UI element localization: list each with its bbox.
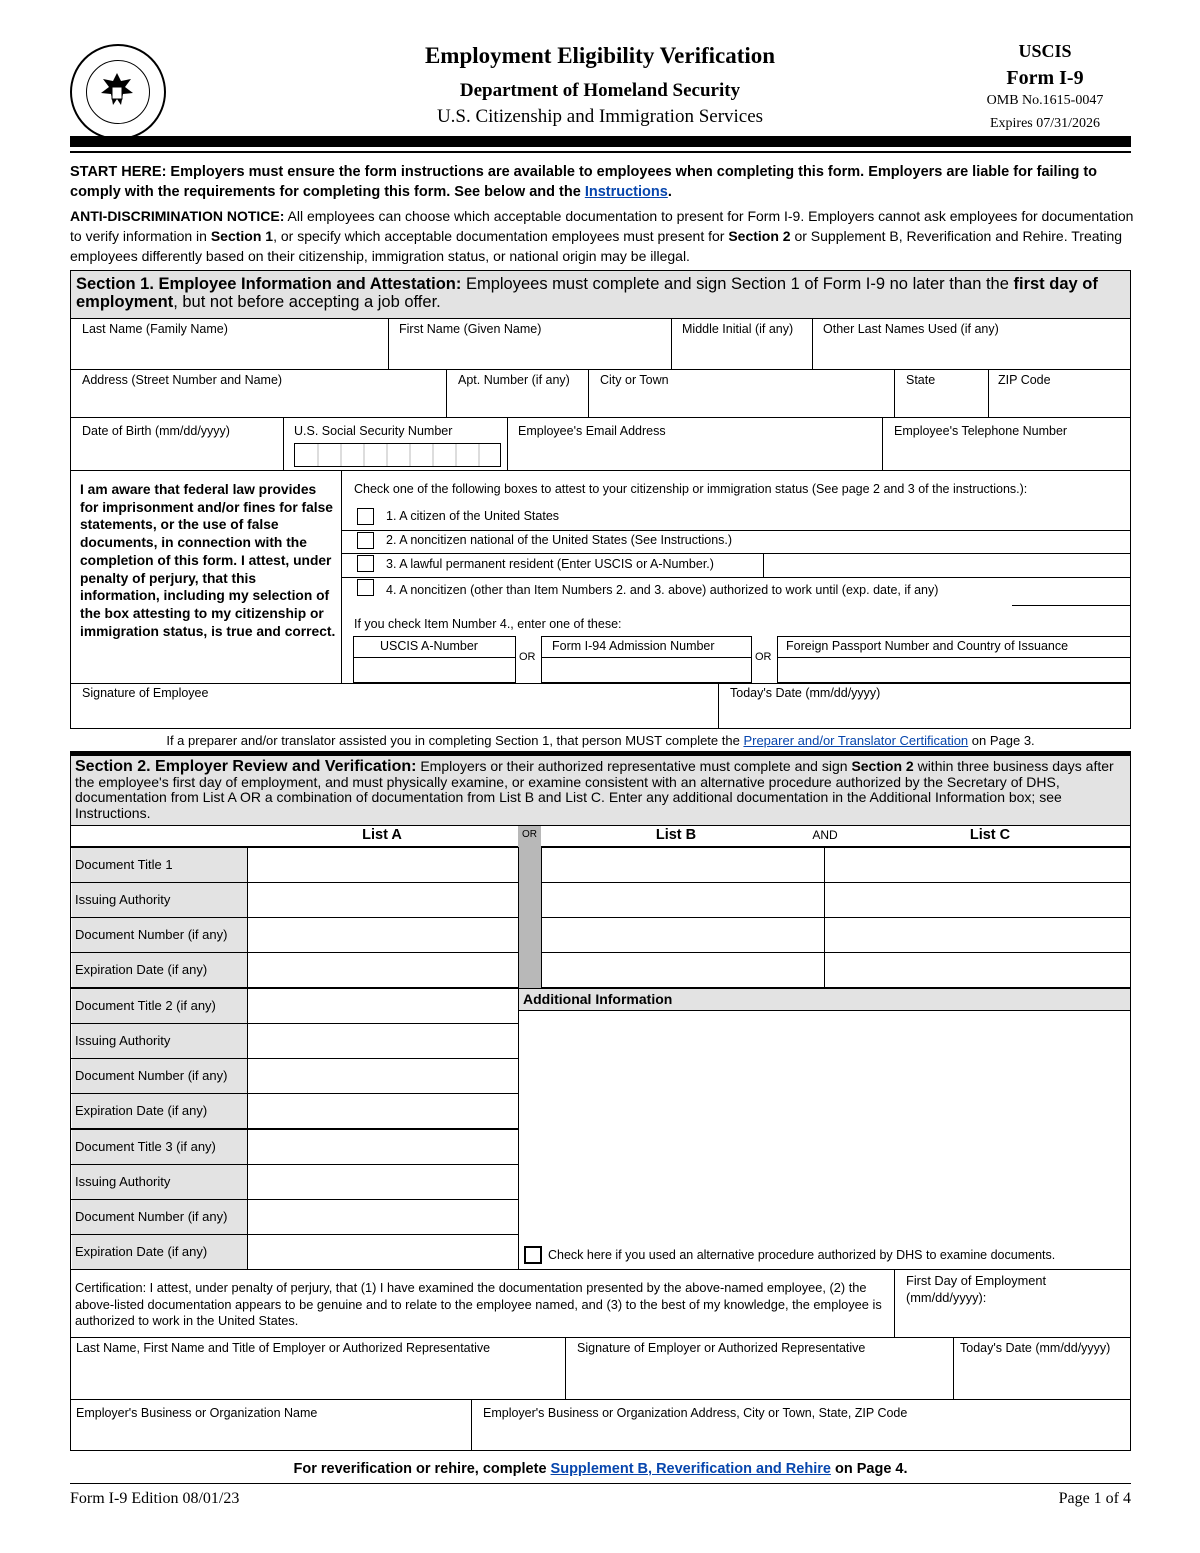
employee-signature-field[interactable]: Signature of Employee: [82, 686, 209, 700]
attestation-warning: I am aware that federal law provides for imprisonment and/or fines for false statements, or the use of false documents, in connection with the completion of this form. I attest, under penalty of perjury, that this information, including my selection of the box attesting to my citizenship or immigration status, is true and correct.: [80, 482, 336, 639]
list-c-heading: List C: [969, 827, 1011, 843]
list-a-heading: List A: [362, 827, 402, 843]
list-a-doc-title-3-label: Document Title 3 (if any): [72, 1130, 247, 1164]
employee-date-field[interactable]: Today's Date (mm/dd/yyyy): [730, 686, 881, 700]
noncitizen-national-checkbox[interactable]: [357, 532, 374, 549]
list-a-doc3-inputs[interactable]: [248, 1130, 518, 1269]
header-rule-thin: [70, 151, 1131, 153]
passport-number-label: Foreign Passport Number and Country of Issuance: [786, 639, 1069, 653]
list-a-issuing-authority-2-label: Issuing Authority: [72, 1024, 247, 1058]
list-a-exp-date-1-label: Expiration Date (if any): [72, 953, 247, 987]
list-b-inputs[interactable]: [542, 848, 824, 987]
edition-label: Form I-9 Edition 08/01/23: [70, 1490, 240, 1507]
zip-field[interactable]: ZIP Code: [998, 373, 1051, 387]
list-a-doc-title-2-label: Document Title 2 (if any): [72, 989, 247, 1023]
list-a-doc-number-1-label: Document Number (if any): [72, 918, 247, 952]
reverification-notice: For reverification or rehire, complete Supplement B, Reverification and Rehire on Page 4.: [293, 1461, 908, 1477]
list-a-issuing-authority-1-label: Issuing Authority: [72, 883, 247, 917]
uscis-label: USCIS: [1018, 41, 1072, 61]
employer-signature-field[interactable]: Signature of Employer or Authorized Representative: [577, 1341, 866, 1355]
additional-info-heading: Additional Information: [523, 991, 673, 1007]
dhs-seal: [70, 44, 166, 140]
noncitizen-national-label: 2. A noncitizen national of the United States (See Instructions.): [386, 533, 733, 547]
supplement-b-link[interactable]: Supplement B, Reverification and Rehire: [550, 1461, 831, 1477]
email-field[interactable]: Employee's Email Address: [518, 424, 666, 438]
item4-prompt: If you check Item Number 4., enter one of these:: [354, 617, 622, 631]
authorized-noncitizen-checkbox[interactable]: [357, 579, 374, 596]
agency-name: U.S. Citizenship and Immigration Services: [436, 106, 764, 127]
employer-name-field[interactable]: Last Name, First Name and Title of Employer or Authorized Representative: [76, 1341, 491, 1355]
i94-number-label: Form I-94 Admission Number: [552, 639, 715, 653]
preparer-certification-link[interactable]: Preparer and/or Translator Certification: [743, 733, 969, 748]
list-a-doc2-inputs[interactable]: [248, 989, 518, 1128]
citizen-label: 1. A citizen of the United States: [386, 509, 560, 523]
or-label-1: OR: [519, 651, 536, 663]
permanent-resident-label: 3. A lawful permanent resident (Enter USCIS or A-Number.): [386, 557, 714, 571]
employee-signature-row: [70, 683, 1131, 729]
last-name-field[interactable]: Last Name (Family Name): [82, 322, 228, 336]
ssn-field[interactable]: [294, 443, 501, 467]
permanent-resident-checkbox[interactable]: [357, 555, 374, 572]
alt-procedure-checkbox[interactable]: [524, 1246, 542, 1264]
alt-procedure-label: Check here if you used an alternative procedure authorized by DHS to examine documents.: [548, 1248, 1056, 1262]
citizen-checkbox[interactable]: [357, 508, 374, 525]
phone-field[interactable]: Employee's Telephone Number: [894, 424, 1068, 438]
list-a-doc-number-3-label: Document Number (if any): [72, 1200, 247, 1234]
list-a-doc-number-2-label: Document Number (if any): [72, 1059, 247, 1093]
exp-date-input[interactable]: [1012, 605, 1131, 606]
preparer-notice: If a preparer and/or translator assisted you in completing Section 1, that person MUST complete the Preparer and/or Translator Certification on Page 3.: [166, 733, 1035, 748]
instructions-link[interactable]: Instructions: [584, 184, 668, 200]
or-label-2: OR: [755, 651, 772, 663]
dob-field[interactable]: Date of Birth (mm/dd/yyyy): [82, 424, 230, 438]
business-name-field[interactable]: Employer's Business or Organization Name: [76, 1406, 318, 1420]
list-a-issuing-authority-3-label: Issuing Authority: [72, 1165, 247, 1199]
page-number: Page 1 of 4: [1058, 1490, 1131, 1507]
list-b-heading: List B: [655, 827, 697, 843]
ssn-label: U.S. Social Security Number: [294, 424, 453, 438]
additional-info-box[interactable]: [518, 988, 1131, 1270]
employer-date-field[interactable]: Today's Date (mm/dd/yyyy): [960, 1341, 1111, 1355]
a-number-input[interactable]: [764, 554, 1130, 576]
apt-number-field[interactable]: Apt. Number (if any): [458, 373, 570, 387]
check-prompt: Check one of the following boxes to attest to your citizenship or immigration status (See page 2 and 3 of the instructions.):: [354, 482, 1028, 496]
uscis-a-number-label: USCIS A-Number: [380, 639, 478, 653]
first-name-field[interactable]: First Name (Given Name): [399, 322, 542, 336]
eagle-icon: [86, 60, 150, 124]
header-rule: [70, 136, 1131, 147]
section2-header: Section 2. Employer Review and Verification: Employers or their authorized representative must complete and sign Section 2 within three business days after the employee's first day of employment, and must physically examine, or examine consistent with an alternative procedure authorized by the Secretary of DHS, documentation from List A OR a combination of documentation from List B and List C. Enter any additional documentation in the Additional Information box; see Instructions.: [70, 755, 1131, 826]
middle-initial-field[interactable]: Middle Initial (if any): [682, 322, 794, 336]
first-day-field[interactable]: First Day of Employment (mm/dd/yyyy):: [906, 1273, 1047, 1305]
certification-text: Certification: I attest, under penalty of perjury, that (1) I have examined the documentation presented by the above-named employee, (2) the above-listed documentation appears to be genuine and to relate to the employee named, and (3) to the best of my knowledge, the employee is authorized to work in the United States.: [75, 1280, 882, 1328]
and-heading: AND: [812, 828, 838, 842]
anti-discrimination-notice: ANTI-DISCRIMINATION NOTICE: All employees can choose which acceptable documentation to present for Form I-9. Employers cannot ask employees for documentation to verify information in Section 1, or specify which acceptable documentation employees must present for Section 2 or Supplement B, Reverification and Rehire. Treating employees differently based on their citizenship, immigration status, or national origin may be illegal.: [70, 208, 1134, 264]
expiration-date: Expires 07/31/2026: [989, 116, 1101, 131]
ssn-digit-boxes: [295, 444, 500, 466]
or-heading: OR: [522, 829, 537, 840]
list-a-doc1-inputs[interactable]: [248, 848, 518, 987]
section1-header: Section 1. Employee Information and Attestation: Employees must complete and sign Section 1 of Form I-9 no later than the first day of employment, but not before accepting a job offer.: [70, 270, 1131, 319]
state-field[interactable]: State: [906, 373, 936, 387]
address-field[interactable]: Address (Street Number and Name): [82, 373, 283, 387]
list-a-exp-date-3-label: Expiration Date (if any): [72, 1235, 247, 1269]
omb-number: OMB No.1615-0047: [986, 93, 1104, 108]
business-address-field[interactable]: Employer's Business or Organization Address, City or Town, State, ZIP Code: [483, 1406, 908, 1420]
authorized-noncitizen-label: 4. A noncitizen (other than Item Numbers 2. and 3. above) authorized to work until (exp. date, if any): [386, 583, 939, 597]
list-c-inputs[interactable]: [825, 848, 1130, 987]
city-field[interactable]: City or Town: [600, 373, 669, 387]
department-name: Department of Homeland Security: [459, 80, 741, 101]
other-names-field[interactable]: Other Last Names Used (if any): [823, 322, 999, 336]
list-a-doc-title-1-label: Document Title 1: [72, 848, 247, 882]
form-title: Employment Eligibility Verification: [424, 43, 776, 68]
form-number: Form I-9: [1006, 67, 1084, 89]
footer-rule: [70, 1483, 1131, 1484]
or-divider: [518, 826, 541, 988]
start-here-notice: START HERE: Employers must ensure the form instructions are available to employees when completing this form. Employers are liable for failing to comply with the requirements for completing this form. See below and the Instructions.: [70, 164, 1098, 200]
list-a-exp-date-2-label: Expiration Date (if any): [72, 1094, 247, 1128]
